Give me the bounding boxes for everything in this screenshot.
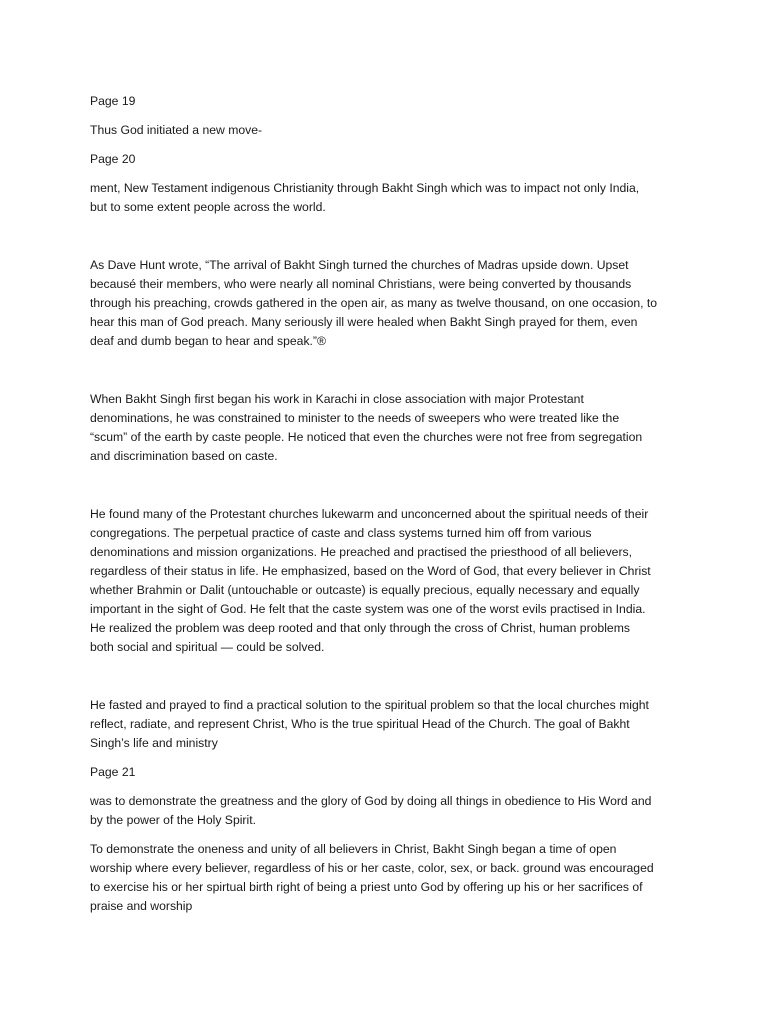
page-marker-21: Page 21: [90, 765, 136, 779]
paragraph-new-move: Thus God initiated a new move-: [90, 123, 263, 137]
paragraph-karachi-work: When Bakht Singh first began his work in Karachi in close association with major Protestant denominations, he was constrained to minister to the needs of sweepers who were treated like the “scum” of the earth by caste people. He noticed that even the churches were not free from segregation and discrimination based on caste.: [90, 392, 643, 463]
paragraph-indigenous-christianity: ment, New Testament indigenous Christianity through Bakht Singh which was to impact not only India, but to some extent people across the world.: [90, 181, 640, 214]
paragraph-open-worship: To demonstrate the oneness and unity of all believers in Christ, Bakht Singh began a time of open worship where every believer, regardless of his or her caste, color, sex, or back. ground was encouraged to exercise his or her spirtual birth right of being a priest unto God by offering up his or her sacrifices of praise and worship: [90, 842, 654, 913]
paragraph-dave-hunt-quote: As Dave Hunt wrote, “The arrival of Bakht Singh turned the churches of Madras upside down. Upset becausé their members, who were nearly all nominal Christians, were being converted by thousands through his preaching, crowds gathered in the open air, as many as twelve thousand, on one occasion, to hear this man of God preach. Many seriously ill were healed when Bakht Singh prayed for them, even deaf and dumb began to hear and speak.”®: [90, 258, 658, 348]
document-page: [90, 92, 690, 916]
paragraph-fasted-prayed: He fasted and prayed to find a practical solution to the spiritual problem so that the local churches might reflect, radiate, and represent Christ, Who is the true spiritual Head of the Church. The goal of Bakht Singh’s life and ministry: [90, 698, 649, 750]
page-marker-20: Page 20: [90, 152, 136, 166]
paragraph-protestant-churches: He found many of the Protestant churches lukewarm and unconcerned about the spiritual needs of their congregations. The perpetual practice of caste and class systems turned him off from various denominations and mission organizations. He preached and practised the priesthood of all believers, regardless of their status in life. He emphasized, based on the Word of God, that every believer in Christ whether Brahmin or Dalit (untouchable or outcaste) is equally precious, equally necessary and equally important in the sight of God. He felt that the caste system was one of the worst evils practised in India. He realized the problem was deep rooted and that only through the cross of Christ, human problems both social and spiritual — could be solved.: [90, 507, 651, 654]
paragraph-glory-of-god: was to demonstrate the greatness and the glory of God by doing all things in obedience to His Word and by the power of the Holy Spirit.: [90, 794, 652, 827]
page-marker-19: Page 19: [90, 94, 136, 108]
